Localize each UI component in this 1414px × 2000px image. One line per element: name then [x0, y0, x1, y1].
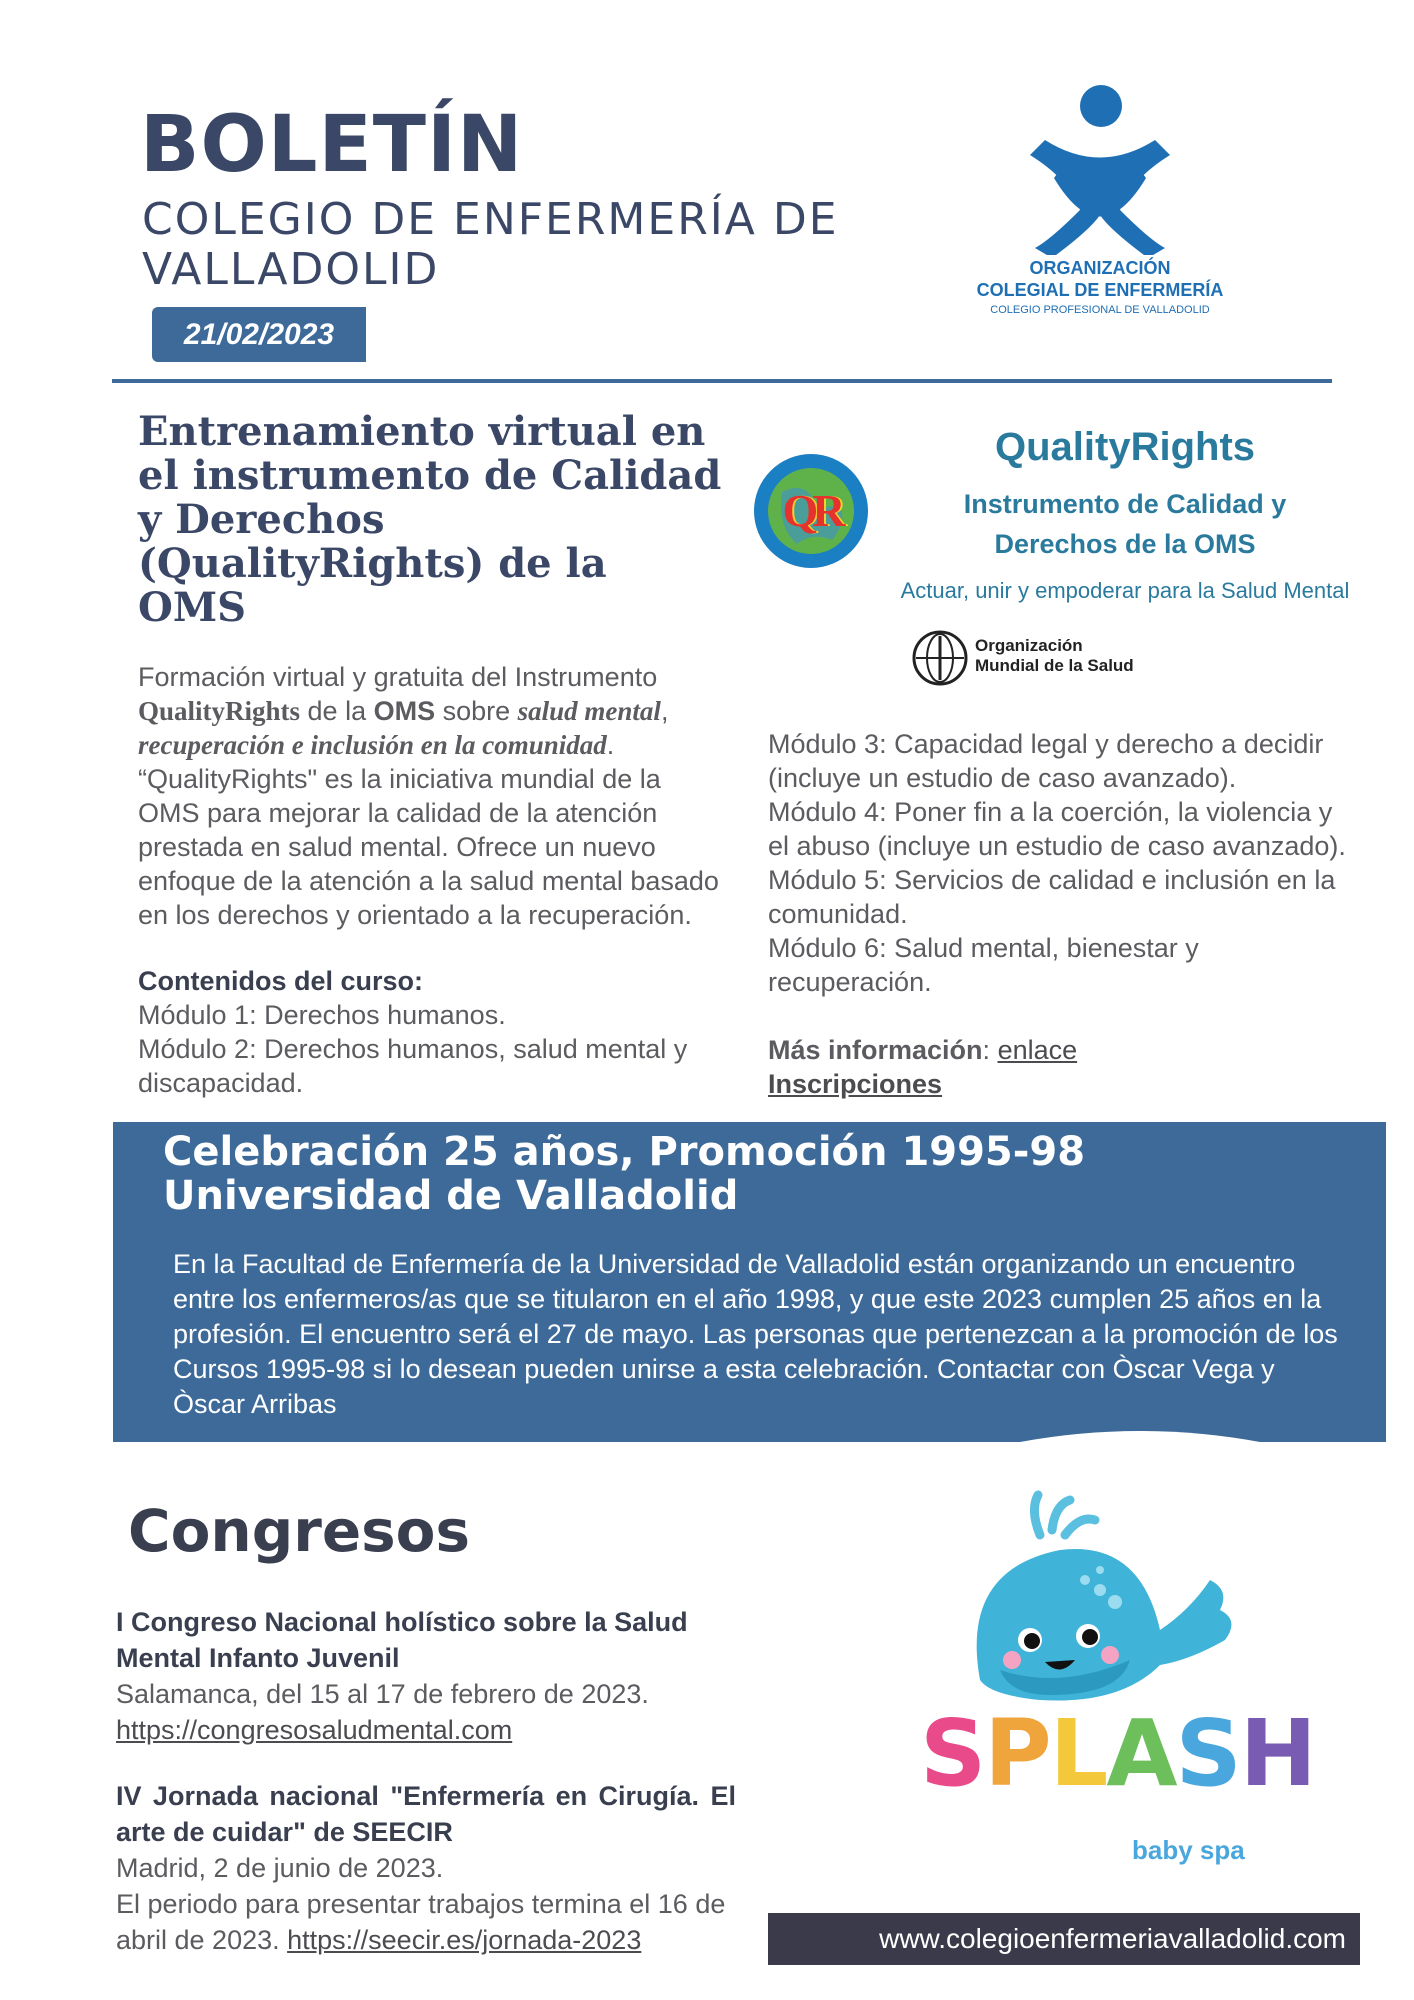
article-intro: Formación virtual y gratuita del Instrumento QualityRights de la OMS sobre salud mental, recuperación e inclusión en la comunidad. “QualityRights" es la iniciativa mundial de la OMS para mejorar la calidad de la atención prestada en salud mental. Ofrece un nuevo enfoque de la atención a la salud mental basado en los derechos y orientado a la recuperación.: [138, 660, 728, 932]
splash-baby-spa-logo: [920, 1490, 1315, 1890]
congress-deadline: El periodo para presentar trabajos termina el 16 de abril de 2023. https://seecir.es/jornada-2023: [116, 1889, 726, 1955]
congress-title: IV Jornada nacional "Enfermería en Cirugía. El arte de cuidar" de SEECIR: [116, 1781, 736, 1847]
contents-label: Contenidos del curso:: [138, 966, 424, 996]
congress-title: I Congreso Nacional holístico sobre la Salud Mental Infanto Juvenil: [116, 1607, 688, 1673]
congress-item: [116, 1604, 736, 1748]
logo-line1: ORGANIZACIÓN: [1029, 258, 1171, 278]
organizacion-colegial-logo: [950, 80, 1250, 320]
module-item: Módulo 6: Salud mental, bienestar y recuperación.: [768, 933, 1199, 997]
qualityrights-subtitle: Instrumento de Calidad y Derechos de la OMS: [963, 489, 1287, 559]
module-item: Módulo 1: Derechos humanos.: [138, 1000, 506, 1030]
congress-item: [116, 1778, 736, 1958]
congress-details: Madrid, 2 de junio de 2023.: [116, 1853, 444, 1883]
congress-details: Salamanca, del 15 al 17 de febrero de 2023.: [116, 1679, 649, 1709]
celebration-heading: Celebración 25 años, Promoción 1995-98 Universidad de Valladolid: [163, 1129, 1086, 1219]
congress-link[interactable]: https://congresosaludmental.com: [116, 1715, 513, 1745]
module-item: Módulo 2: Derechos humanos, salud mental y discapacidad.: [138, 1034, 688, 1098]
who-emblem-icon: [912, 630, 968, 686]
header-divider: [112, 379, 1332, 383]
bulletin-subtitle: COLEGIO DE ENFERMERÍA DE VALLADOLID: [142, 194, 839, 295]
qualityrights-badge: [752, 452, 870, 570]
module-item: Módulo 3: Capacidad legal y derecho a decidir (incluye un estudio de caso avanzado).: [768, 729, 1324, 793]
article-heading-qualityrights: Entrenamiento virtual en el instrumento de Calidad y Derechos (QualityRights) de la OMS: [138, 408, 722, 631]
whale-icon: [920, 1490, 1280, 1720]
more-info: Más información: enlace: [768, 1035, 1078, 1065]
logo-line2: COLEGIAL DE ENFERMERÍA: [976, 280, 1224, 300]
module-item: Módulo 5: Servicios de calidad e inclusión en la comunidad.: [768, 865, 1336, 929]
inscripciones-link[interactable]: Inscripciones: [768, 1069, 943, 1099]
congresos-heading: Congresos: [128, 1497, 471, 1565]
splash-wordmark: SPLASH: [920, 1700, 1315, 1807]
logo-line3: COLEGIO PROFESIONAL DE VALLADOLID: [990, 304, 1210, 316]
who-name: Organización Mundial de la Salud: [975, 636, 1134, 675]
qualityrights-title: QualityRights: [994, 425, 1256, 469]
qualityrights-tagline: Actuar, unir y empoderar para la Salud Mental: [900, 578, 1350, 603]
module-item: Módulo 4: Poner fin a la coerción, la violencia y el abuso (incluye un estudio de caso avanzado).: [768, 797, 1346, 861]
more-info-link[interactable]: enlace: [997, 1035, 1078, 1065]
date-badge: 21/02/2023: [152, 307, 366, 362]
course-contents-left: [138, 964, 728, 1100]
nurse-figure-icon: [950, 80, 1250, 255]
article-body: “QualityRights" es la iniciativa mundial de la OMS para mejorar la calidad de la atención prestada en salud mental. Ofrece un nuevo enfoque de la atención a la salud mental basado en los derechos y orientado a la recuperación.: [138, 764, 719, 930]
section-wave: [1020, 1430, 1260, 1454]
splash-tagline: baby spa: [1132, 1835, 1245, 1865]
course-contents-right: [768, 727, 1358, 1101]
bulletin-title: BOLETÍN: [140, 100, 524, 190]
website-url[interactable]: www.colegioenfermeriavalladolid.com: [768, 1913, 1360, 1965]
celebration-body: En la Facultad de Enfermería de la Universidad de Valladolid están organizando un encuentro entre los enfermeros/as que se titularon en el año 1998, y que este 2023 cumplen 25 años en la profesión. El encuentro será el 27 de mayo. Las personas que pertenezcan a la promoción de los Cursos 1995-98 si lo desean pueden unirse a esta celebración. Contactar con Òscar Vega y Òscar Arribas: [173, 1249, 1338, 1419]
badge-letters: QR: [782, 485, 840, 536]
congress-link[interactable]: https://seecir.es/jornada-2023: [287, 1925, 642, 1955]
